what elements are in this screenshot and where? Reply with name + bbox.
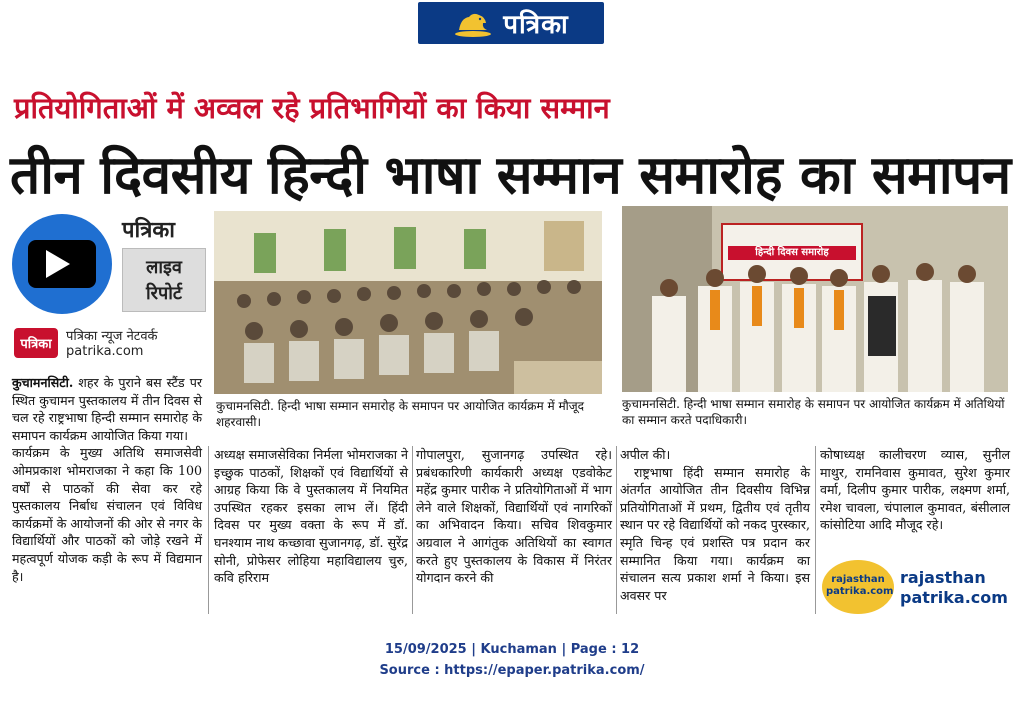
audience-photo (214, 211, 602, 394)
lion-emblem-icon (453, 8, 493, 38)
network-name: पत्रिका न्यूज नेटवर्क (66, 329, 158, 344)
article-paragraph: अध्यक्ष समाजसेविका निर्मला भोमराजका ने इच्छुक पाठकों, शिक्षकों एवं विद्यार्थियों से आग्रह किया कि वे पुस्तकालय में नियमित उपस्थित रहकर इसका लाभ लें। हिंदी दिवस पर मुख्य वक्ता के रूप में डॉ. घनश्याम नाथ कच्छावा सुजानगढ़, डॉ. सुरेंद्र सोनी, प्रोफेसर लोहिया महाविद्यालय चुरु, कवि हरिराम (214, 447, 408, 586)
footer-date-line: 15/09/2025 | Kuchaman | Page : 12 (384, 642, 640, 657)
event-banner-text: हिन्दी दिवस समारोह (755, 247, 829, 258)
masthead-logo (418, 2, 604, 44)
dateline: कुचामनसिटी. (12, 375, 74, 390)
promo-text-1: rajasthan (900, 568, 986, 587)
article-paragraph: शहर के पुराने बस स्टैंड पर स्थित कुचामन पुस्तकालय में तीन दिवस से चल रहे राष्ट्रभाषा हिन्दी सम्मान समारोह के समापन कार्यक्रम आयोजित किया गया। (12, 375, 202, 443)
live-brand: पत्रिका (122, 218, 175, 243)
masthead-title: पत्रिका (503, 10, 569, 40)
article-paragraph: कोषाध्यक्ष कालीचरण व्यास, सुनील माथुर, रामनिवास कुमावत, सुरेश कुमार वर्मा, दिलीप कुमार पारीक, लक्ष्मण शर्मा, रमेश चावला, चंपालाल कुमावत, बंसीलाल कांसोटिया आदि मौजूद रहे। (820, 447, 1010, 533)
article-column-2 (214, 446, 408, 587)
felicitation-illustration (622, 206, 1008, 392)
play-icon (46, 250, 70, 278)
logo-line-1: rajasthan (831, 574, 885, 585)
live-report-card (12, 214, 204, 314)
article-column-5 (820, 446, 1010, 534)
footer-source-link[interactable]: Source : https://epaper.patrika.com/ (379, 663, 645, 678)
article-paragraph: कार्यक्रम के मुख्य अतिथि समाजसेवी ओमप्रकाश भोमराजका ने कहा कि 100 वर्षों से पाठकों की सेवा कर रहे पुस्तकालय निर्बाध संचालन एवं विविध कार्यक्रमों के आयोजनों की ओर से नगर के विद्यार्थियों और पाठकों को जोड़े रखने में महत्वपूर्ण योजक कड़ी के रूप में विद्यमान है। (12, 445, 202, 584)
article-column-4 (620, 446, 810, 604)
network-url: patrika.com (66, 344, 144, 359)
column-divider (616, 446, 617, 614)
report-label: रिपोर्ट (146, 283, 182, 304)
column-divider (815, 446, 816, 614)
live-report-box (122, 248, 206, 312)
network-logo: पत्रिका (14, 328, 58, 358)
article-column-3 (416, 446, 612, 587)
column-divider (208, 446, 209, 614)
rajasthan-patrika-logo-text (826, 574, 894, 598)
promo-text-2: patrika.com (900, 588, 1008, 607)
article-paragraph: राष्ट्रभाषा हिंदी सम्मान समारोह के अंतर्गत आयोजित तीन दिवसीय विभिन्न प्रतियोगिताओं में प्रथम, द्वितीय एवं तृतीय स्थान पर रहे विद्यार्थियों को नकद पुरस्कार, स्मृति चिन्ह एवं प्रशस्ति पत्र प्रदान कर सम्मानित किया गया। कार्यक्रम का संचालन सत्य प्रकाश शर्मा ने किया। इस अवसर पर (620, 464, 811, 603)
felicitation-photo (622, 206, 1008, 392)
main-headline: तीन दिवसीय हिन्दी भाषा सम्मान समारोह का समापन (10, 145, 1011, 206)
photo2-caption: कुचामनसिटी. हिन्दी भाषा सम्मान समारोह के समापन पर आयोजित कार्यक्रम में अतिथियों का सम्मान करते पदाधिकारी। (622, 397, 1005, 427)
article-paragraph: अपील की। (620, 447, 671, 462)
logo-line-2: patrika.com (826, 586, 894, 597)
column-divider (412, 446, 413, 614)
live-label: लाइव (146, 257, 182, 278)
article-paragraph: गोपालपुरा, सुजानगढ़ उपस्थित रहे। प्रबंधकारिणी कार्यकारी अध्यक्ष एडवोकेट महेंद्र कुमार पारीक ने प्रतियोगिताओं में भाग लेने वाले शिक्षकों, विद्यार्थियों एवं नागरिकों का अभिवादन किया। सचिव शिवकुमार अग्रवाल ने आगंतुक अतिथियों का स्वागत करते हुए पुस्तकालय के विकास में निरंतर योगदान करने की (416, 447, 612, 586)
kicker-headline: प्रतियोगिताओं में अव्वल रहे प्रतिभागियों का किया सम्मान (14, 91, 610, 125)
rajasthan-patrika-promo (822, 560, 1008, 616)
photo1-caption: कुचामनसिटी. हिन्दी भाषा सम्मान समारोह के समापन पर आयोजित कार्यक्रम में मौजूद शहरवासी। (216, 399, 585, 429)
audience-illustration (214, 211, 602, 394)
article-column-1 (12, 374, 202, 585)
